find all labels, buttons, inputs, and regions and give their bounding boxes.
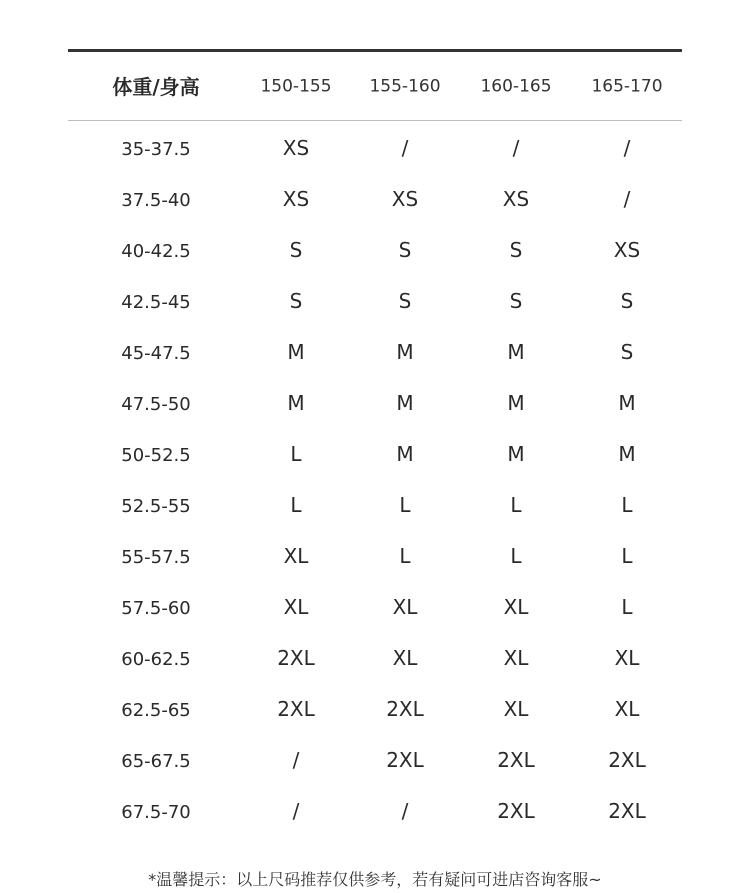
size-cell: M [396, 340, 414, 364]
size-cell: XL [503, 697, 529, 721]
size-cell: XL [503, 646, 529, 670]
size-cell: XL [614, 697, 640, 721]
size-cell: S [398, 238, 412, 262]
size-cell: L [290, 493, 302, 517]
size-cell: XS [282, 187, 310, 211]
header-divider [68, 120, 682, 121]
size-cell: XS [502, 187, 530, 211]
size-cell: 2XL [497, 799, 535, 823]
weight-row-label: 35-37.5 [121, 139, 191, 160]
size-cell: M [618, 391, 636, 415]
size-cell: L [510, 493, 522, 517]
size-cell: / [292, 748, 300, 772]
weight-row-label: 57.5-60 [121, 598, 191, 619]
size-cell: L [621, 493, 633, 517]
size-cell: 2XL [277, 697, 315, 721]
weight-row-label: 37.5-40 [121, 190, 191, 211]
size-cell: S [620, 340, 634, 364]
weight-row-label: 65-67.5 [121, 751, 191, 772]
height-column-header: 150-155 [260, 76, 332, 97]
size-cell: M [396, 391, 414, 415]
size-cell: M [507, 442, 525, 466]
table-top-rule [68, 49, 682, 52]
size-cell: M [287, 340, 305, 364]
size-cell: S [289, 238, 303, 262]
weight-height-corner-header: 体重/身高 [112, 75, 200, 99]
size-cell: L [399, 544, 411, 568]
weight-row-label: 45-47.5 [121, 343, 191, 364]
size-cell: XS [613, 238, 641, 262]
weight-row-label: 42.5-45 [121, 292, 191, 313]
size-cell: M [396, 442, 414, 466]
size-cell: M [507, 340, 525, 364]
size-cell: 2XL [497, 748, 535, 772]
size-cell: L [290, 442, 302, 466]
size-cell: L [510, 544, 522, 568]
weight-row-label: 67.5-70 [121, 802, 191, 823]
size-cell: 2XL [386, 697, 424, 721]
weight-row-label: 52.5-55 [121, 496, 191, 517]
size-cell: / [292, 799, 300, 823]
size-cell: / [512, 136, 520, 160]
size-cell: M [618, 442, 636, 466]
size-cell: 2XL [386, 748, 424, 772]
weight-row-label: 50-52.5 [121, 445, 191, 466]
size-cell: 2XL [608, 748, 646, 772]
height-column-header: 165-170 [591, 76, 663, 97]
size-cell: XL [614, 646, 640, 670]
weight-row-label: 62.5-65 [121, 700, 191, 721]
size-cell: S [620, 289, 634, 313]
size-cell: XS [282, 136, 310, 160]
size-cell: 2XL [277, 646, 315, 670]
size-cell: / [623, 136, 631, 160]
size-cell: / [401, 136, 409, 160]
size-cell: XL [283, 544, 309, 568]
size-recommendation-footnote: *温馨提示：以上尺码推荐仅供参考，若有疑问可进店咨询客服~ [148, 870, 602, 889]
weight-row-label: 47.5-50 [121, 394, 191, 415]
height-column-header: 155-160 [369, 76, 441, 97]
size-cell: S [289, 289, 303, 313]
weight-row-label: 60-62.5 [121, 649, 191, 670]
size-cell: XL [392, 595, 418, 619]
size-cell: L [621, 544, 633, 568]
size-cell: XS [391, 187, 419, 211]
weight-row-label: 40-42.5 [121, 241, 191, 262]
size-cell: / [401, 799, 409, 823]
size-cell: XL [283, 595, 309, 619]
size-cell: S [398, 289, 412, 313]
size-cell: M [507, 391, 525, 415]
size-cell: 2XL [608, 799, 646, 823]
height-column-header: 160-165 [480, 76, 552, 97]
size-cell: XL [392, 646, 418, 670]
weight-row-label: 55-57.5 [121, 547, 191, 568]
size-cell: S [509, 289, 523, 313]
size-cell: M [287, 391, 305, 415]
size-cell: S [509, 238, 523, 262]
size-cell: XL [503, 595, 529, 619]
size-cell: / [623, 187, 631, 211]
size-cell: L [399, 493, 411, 517]
size-cell: L [621, 595, 633, 619]
